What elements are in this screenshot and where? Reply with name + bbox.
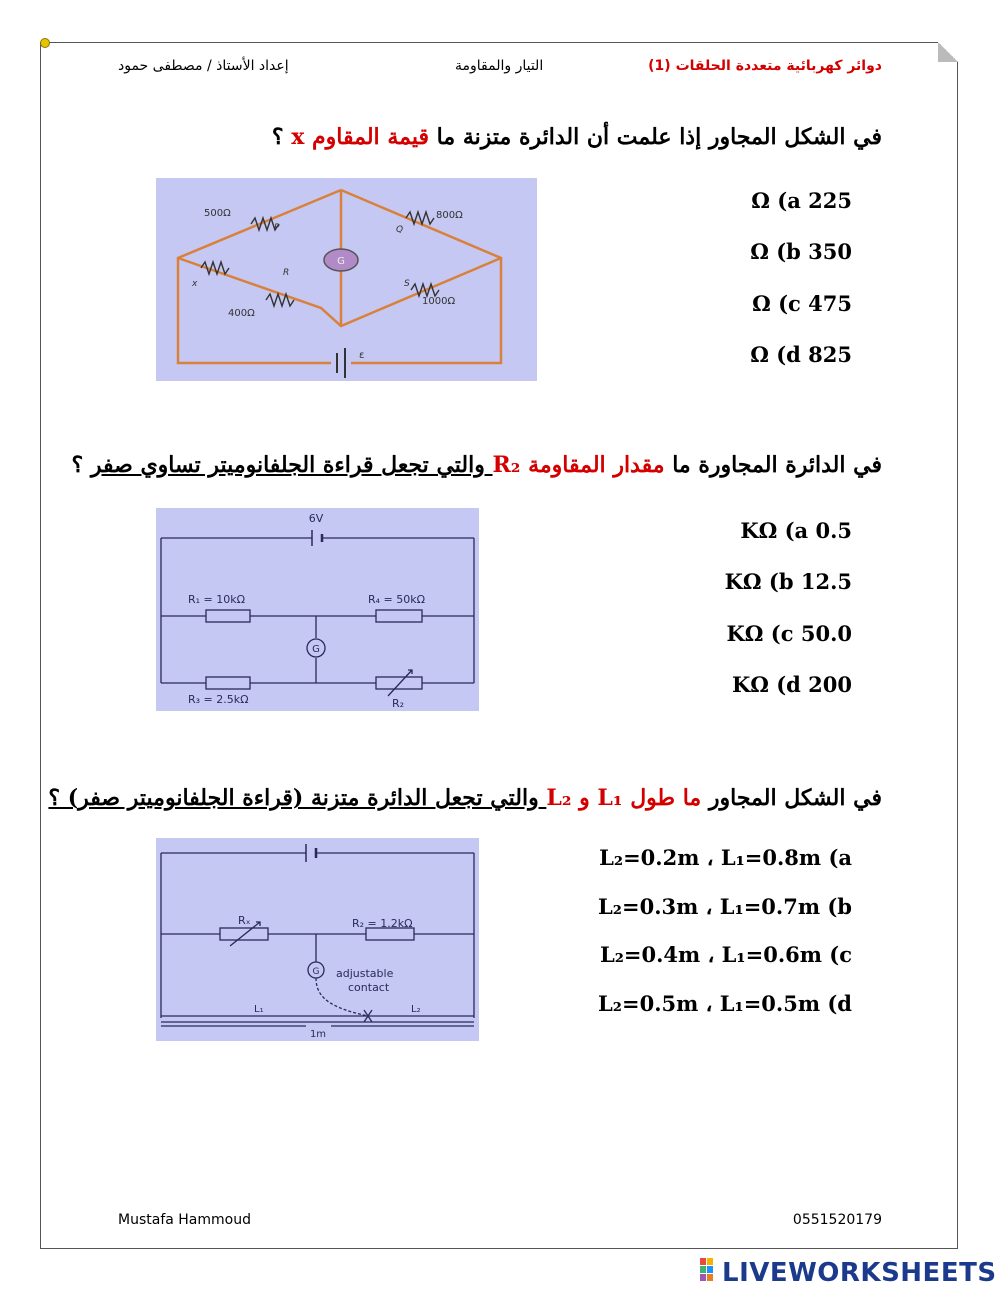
figure-1-r4-name: x	[192, 279, 198, 289]
figure-2-r2: R₂	[392, 697, 405, 710]
figure-1-r2-value: 800Ω	[436, 210, 463, 221]
figure-3-rx: Rₓ	[238, 914, 251, 927]
figure-1-galvanometer: G	[337, 256, 345, 267]
figure-2-battery: 6V	[308, 512, 324, 525]
question-2-text: في الدائرة المجاورة ما	[672, 452, 882, 478]
question-2	[72, 452, 883, 478]
question-1-text: في الشكل المجاور إذا علمت أن الدائرة متزنة ما	[436, 124, 882, 150]
question-2-end: ؟	[71, 452, 91, 478]
question-2-option-d[interactable]: 200 KΩ (d	[731, 672, 852, 697]
question-3-end: (قراءة الجلفانوميتر صفر) ؟	[48, 785, 311, 811]
figure-1-r1-name: P	[274, 223, 280, 233]
question-1-highlight: قيمة المقاوم x	[291, 124, 429, 150]
figure-3-l1: L₁	[254, 1004, 264, 1015]
header-title: دوائر كهربائية متعددة الحلقات (1)	[648, 58, 882, 74]
figure-3-r2: R₂ = 1.2kΩ	[352, 917, 413, 930]
figure-3-contact-line1: adjustable	[336, 967, 394, 980]
question-1-option-d[interactable]: 825 Ω (d	[750, 342, 852, 367]
figure-1-r1-value: 500Ω	[204, 208, 231, 219]
figure-3-l2: L₂	[411, 1004, 421, 1015]
figure-1-r5-value: 1000Ω	[422, 296, 456, 307]
figure-3-contact-line2: contact	[348, 981, 390, 994]
liveworksheets-logo-icon	[700, 1258, 722, 1282]
figure-2-r4: R₄ = 50kΩ	[368, 593, 426, 606]
question-2-highlight: مقدار المقاومة R₂	[492, 452, 665, 478]
question-3-option-d[interactable]: L₂=0.5m ، L₁=0.5m (d	[598, 991, 852, 1016]
question-3-text: في الشكل المجاور	[708, 785, 882, 811]
question-1-end: ؟	[271, 124, 292, 150]
figure-2-r3: R₃ = 2.5kΩ	[188, 693, 249, 706]
question-2-option-b[interactable]: 12.5 KΩ (b	[724, 569, 852, 594]
figure-2-galvanometer: G	[312, 644, 320, 655]
question-3-option-c[interactable]: L₂=0.4m ، L₁=0.6m (c	[599, 942, 852, 967]
question-3-highlight: ما طول L₁ و L₂	[546, 785, 702, 811]
question-3-option-a[interactable]: L₂=0.2m ، L₁=0.8m (a	[599, 845, 852, 870]
question-1	[272, 124, 882, 150]
question-1-option-a[interactable]: 225 Ω (a	[751, 188, 852, 213]
footer-name: Mustafa Hammoud	[118, 1212, 251, 1228]
footer-phone: 0551520179	[792, 1212, 882, 1228]
figure-1-r3-name: R	[283, 268, 290, 278]
figure-wheatstone-2	[156, 508, 479, 711]
question-2-option-a[interactable]: 0.5 KΩ (a	[740, 518, 852, 543]
figure-1-r4-value: 400Ω	[228, 308, 255, 319]
figure-1-emf: ε	[359, 350, 365, 361]
figure-1-r2-name: Q	[396, 225, 404, 235]
figure-wheatstone-1	[156, 178, 537, 381]
figure-3-galvanometer: G	[312, 967, 320, 977]
page-fold-corner	[938, 42, 958, 62]
question-2-underlined: والتي تجعل قراءة الجلفانوميتر تساوي صفر	[90, 452, 493, 478]
question-3-option-b[interactable]: L₂=0.3m ، L₁=0.7m (b	[598, 894, 852, 919]
question-2-option-c[interactable]: 50.0 KΩ (c	[726, 621, 852, 646]
figure-2-r1: R₁ = 10kΩ	[188, 593, 246, 606]
question-3-underlined: والتي تجعل الدائرة متزنة	[310, 785, 547, 811]
figure-meter-bridge	[156, 838, 479, 1041]
liveworksheets-brand[interactable]: LIVEWORKSHEETS	[722, 1258, 997, 1288]
pin-icon	[40, 38, 50, 48]
figure-1-r5-name: S	[404, 279, 410, 289]
header-topic: التيار والمقاومة	[455, 58, 544, 74]
header-author: إعداد الأستاذ / مصطفى حمود	[118, 58, 289, 74]
question-1-option-c[interactable]: 475 Ω (c	[752, 291, 852, 316]
figure-3-length: 1m	[309, 1029, 327, 1040]
question-3	[48, 785, 882, 811]
question-1-option-b[interactable]: 350 Ω (b	[750, 239, 852, 264]
